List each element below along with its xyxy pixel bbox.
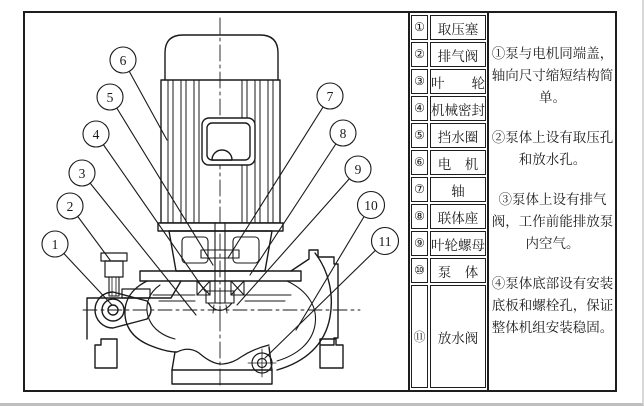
base-feet (95, 339, 343, 384)
note-2: ②泵体上设有取压孔和放水孔。 (491, 130, 614, 167)
callout-7 (228, 83, 343, 258)
part-number: ④ (411, 96, 428, 121)
part-number: ⑥ (411, 150, 428, 175)
callout-10 (296, 192, 385, 331)
svg-text:3: 3 (78, 166, 86, 181)
motor (158, 35, 283, 231)
parts-row (411, 204, 486, 229)
note-1: ①泵与电机同端盖，轴向尺寸缩短结构简单。 (491, 46, 614, 105)
svg-text:9: 9 (354, 162, 362, 177)
callout-4 (83, 121, 205, 291)
part-name: 叶 轮 (430, 69, 486, 94)
part-number: ② (411, 42, 428, 67)
svg-text:6: 6 (119, 53, 127, 68)
pump-diagram (25, 13, 408, 390)
part-number: ⑩ (411, 258, 428, 283)
svg-text:1: 1 (51, 237, 59, 252)
svg-text:2: 2 (66, 199, 74, 214)
feature-notes (487, 13, 615, 390)
note-3: ③泵体上设有排气阀，工作前能排放泵内空气。 (491, 192, 614, 251)
part-name: 挡水圈 (430, 123, 486, 148)
part-name: 机械密封 (430, 96, 486, 121)
parts-row (411, 285, 486, 388)
svg-text:7: 7 (326, 89, 334, 104)
inlet-flange (87, 253, 181, 339)
part-number: ⑦ (411, 177, 428, 202)
part-number: ① (411, 15, 428, 40)
note-4: ④泵体底部设有安装底板和螺栓孔，保证整体机组安装稳固。 (491, 276, 614, 335)
svg-text:11: 11 (378, 234, 392, 249)
part-name: 排气阀 (430, 42, 486, 67)
pump-casing (125, 250, 338, 370)
outer-table-frame (23, 11, 617, 392)
parts-row (411, 42, 486, 67)
part-name: 泵 体 (430, 258, 486, 283)
parts-row (411, 177, 486, 202)
part-name: 轴 (430, 177, 486, 202)
svg-text:4: 4 (92, 127, 100, 142)
parts-row (411, 15, 486, 40)
parts-row (411, 150, 486, 175)
terminal-box (202, 118, 255, 165)
callout-1 (42, 231, 112, 305)
svg-text:5: 5 (106, 90, 114, 105)
part-number: ⑧ (411, 204, 428, 229)
callout-5 (97, 84, 213, 265)
parts-row (411, 96, 486, 121)
part-number: ⑤ (411, 123, 428, 148)
parts-row (411, 258, 486, 283)
parts-row (411, 231, 486, 256)
svg-text:10: 10 (364, 198, 378, 213)
part-number: ⑪ (411, 285, 428, 388)
part-name: 放水阀 (430, 285, 486, 388)
part-name: 联体座 (430, 204, 486, 229)
parts-list (410, 13, 487, 390)
part-name: 叶轮螺母 (430, 231, 486, 256)
parts-row (411, 69, 486, 94)
connector-seat (140, 231, 301, 281)
part-number: ③ (411, 69, 428, 94)
part-number: ⑨ (411, 231, 428, 256)
svg-text:8: 8 (339, 126, 347, 141)
part-name: 取压塞 (430, 15, 486, 40)
parts-row (411, 123, 486, 148)
pump-diagram-panel (25, 13, 410, 390)
part-name: 电 机 (430, 150, 486, 175)
